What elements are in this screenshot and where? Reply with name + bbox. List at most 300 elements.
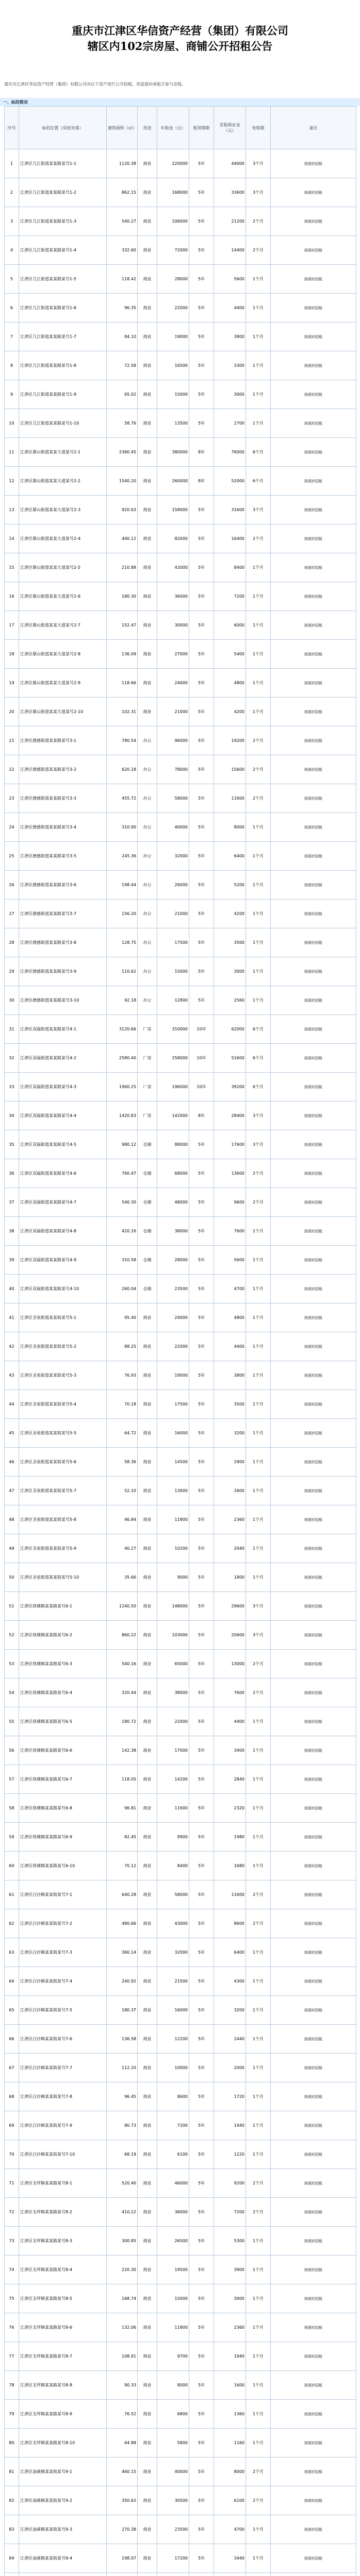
table-row xyxy=(5,1650,356,1679)
row-use: 商业 xyxy=(138,1419,157,1448)
row-deposit: 6100 xyxy=(214,2486,246,2515)
row-location: 江津区双福街道某某路某号4-3 xyxy=(19,1073,107,1101)
row-free-period: 1个月 xyxy=(246,2284,271,2313)
row-term: 5年 xyxy=(189,1188,214,1217)
row-term: 5年 xyxy=(189,640,214,669)
row-term: 5年 xyxy=(189,1736,214,1765)
row-free-period: 2个月 xyxy=(246,2486,271,2515)
row-use: 商业 xyxy=(138,611,157,640)
row-number: 38 xyxy=(5,1217,19,1246)
row-number: 1 xyxy=(5,149,19,178)
row-note: 按现状招租 xyxy=(271,1015,356,1044)
row-rent: 19000 xyxy=(157,323,189,351)
row-note: 按现状招租 xyxy=(271,1938,356,1967)
table-row xyxy=(5,351,356,380)
table-row xyxy=(5,842,356,871)
row-term: 5年 xyxy=(189,1794,214,1823)
row-rent: 38000 xyxy=(157,1679,189,1707)
row-free-period: 1个月 xyxy=(246,2342,271,2371)
row-note: 按现状招租 xyxy=(271,871,356,900)
row-free-period: 2个月 xyxy=(246,236,271,265)
row-free-period: 1个月 xyxy=(246,1419,271,1448)
row-free-period: 1个月 xyxy=(246,1217,271,1246)
row-free-period: 1个月 xyxy=(246,2515,271,2544)
row-note: 按现状招租 xyxy=(271,1765,356,1794)
row-location: 江津区白沙镇某某街某号7-10 xyxy=(19,2140,107,2169)
row-term: 5年 xyxy=(189,2371,214,2400)
row-area: 332.60 xyxy=(107,236,138,265)
row-number: 9 xyxy=(5,380,19,409)
row-term: 5年 xyxy=(189,149,214,178)
table-row xyxy=(5,900,356,928)
row-number: 48 xyxy=(5,1505,19,1534)
row-free-period: 1个月 xyxy=(246,669,271,698)
row-number: 47 xyxy=(5,1477,19,1505)
row-area: 118.66 xyxy=(107,669,138,698)
row-term: 5年 xyxy=(189,1650,214,1679)
row-area: 2360.45 xyxy=(107,438,138,467)
row-location: 江津区珞璜镇某某路某号6-6 xyxy=(19,1736,107,1765)
row-use: 办公 xyxy=(138,900,157,928)
row-location: 江津区双福街道某某路某号4-2 xyxy=(19,1044,107,1073)
row-area: 300.85 xyxy=(107,2227,138,2256)
row-location: 江津区鼎山街道某某大道某号2-10 xyxy=(19,698,107,726)
row-deposit: 44000 xyxy=(214,149,246,178)
row-number: 81 xyxy=(5,2458,19,2486)
row-use: 商业 xyxy=(138,1679,157,1707)
row-note: 按现状招租 xyxy=(271,1996,356,2025)
row-free-period: 1个月 xyxy=(246,1303,271,1332)
row-deposit: 4200 xyxy=(214,698,246,726)
row-free-period: 1个月 xyxy=(246,323,271,351)
row-free-period: 6个月 xyxy=(246,1044,271,1073)
table-row xyxy=(5,524,356,553)
row-term: 5年 xyxy=(189,1130,214,1159)
table-row xyxy=(5,726,356,755)
row-number: 74 xyxy=(5,2256,19,2284)
row-location: 江津区白沙镇某某街某号7-4 xyxy=(19,1967,107,1996)
row-free-period: 1个月 xyxy=(246,1246,271,1275)
row-term: 5年 xyxy=(189,323,214,351)
row-term: 5年 xyxy=(189,784,214,813)
row-area: 82.45 xyxy=(107,1823,138,1852)
row-free-period: 1个月 xyxy=(246,2227,271,2256)
row-rent: 19000 xyxy=(157,1361,189,1390)
row-note: 按现状招租 xyxy=(271,1217,356,1246)
table-row xyxy=(5,2458,356,2486)
row-use: 商业 xyxy=(138,1332,157,1361)
row-rent: 65000 xyxy=(157,1650,189,1679)
row-term: 5年 xyxy=(189,1880,214,1909)
row-note: 按现状招租 xyxy=(271,524,356,553)
table-row xyxy=(5,986,356,1015)
table-row xyxy=(5,1938,356,1967)
row-term: 5年 xyxy=(189,726,214,755)
column-header: 标的位置（房屋坐落） xyxy=(19,107,107,149)
row-rent: 16000 xyxy=(157,1996,189,2025)
title-block xyxy=(0,0,360,77)
row-term: 8年 xyxy=(189,467,214,496)
row-area: 96.45 xyxy=(107,2082,138,2111)
row-term: 5年 xyxy=(189,1332,214,1361)
row-deposit: 2360 xyxy=(214,1505,246,1534)
row-note: 按现状招租 xyxy=(271,1159,356,1188)
row-deposit: 4200 xyxy=(214,900,246,928)
row-note: 按现状招租 xyxy=(271,1419,356,1448)
row-area: 1120.38 xyxy=(107,149,138,178)
row-rent: 30000 xyxy=(157,611,189,640)
row-rent: 26500 xyxy=(157,2227,189,2256)
row-term xyxy=(189,2573,214,2576)
table-row xyxy=(5,467,356,496)
table-row xyxy=(5,1073,356,1101)
row-area: 58.76 xyxy=(107,409,138,438)
row-number: 65 xyxy=(5,1996,19,2025)
row-area: 108.91 xyxy=(107,2342,138,2371)
row-area: 440.12 xyxy=(107,524,138,553)
row-use: 仓储 xyxy=(138,1217,157,1246)
row-use: 商业 xyxy=(138,1477,157,1505)
row-rent: 8600 xyxy=(157,2082,189,2111)
row-use xyxy=(138,2573,157,2576)
row-rent: 96000 xyxy=(157,726,189,755)
row-location xyxy=(19,2573,107,2576)
row-use: 商业 xyxy=(138,640,157,669)
row-note: 按现状招租 xyxy=(271,496,356,524)
row-use: 仓储 xyxy=(138,1159,157,1188)
row-number: 7 xyxy=(5,323,19,351)
row-free-period: 1个月 xyxy=(246,813,271,842)
table-row xyxy=(5,2256,356,2284)
row-term: 5年 xyxy=(189,2256,214,2284)
row-location: 江津区圣泉街道某某街某号5-7 xyxy=(19,1477,107,1505)
row-note: 按现状招租 xyxy=(271,755,356,784)
row-free-period: 2个月 xyxy=(246,755,271,784)
row-free-period: 1个月 xyxy=(246,957,271,986)
row-number: 42 xyxy=(5,1332,19,1361)
row-area: 80.73 xyxy=(107,2111,138,2140)
row-number: 32 xyxy=(5,1044,19,1073)
row-area: 455.72 xyxy=(107,784,138,813)
row-number: 35 xyxy=(5,1130,19,1159)
row-deposit: 3000 xyxy=(214,380,246,409)
row-deposit: 76000 xyxy=(214,438,246,467)
row-term: 5年 xyxy=(189,553,214,582)
row-number: 43 xyxy=(5,1361,19,1390)
row-note: 按现状招租 xyxy=(271,2169,356,2198)
row-free-period: 1个月 xyxy=(246,582,271,611)
row-note: 按现状招租 xyxy=(271,2054,356,2082)
row-term: 5年 xyxy=(189,265,214,294)
row-number: 25 xyxy=(5,842,19,871)
row-note: 按现状招租 xyxy=(271,1852,356,1880)
row-rent: 23500 xyxy=(157,1275,189,1303)
section-a-header: 一、标的简况 xyxy=(0,98,360,106)
row-location: 江津区几江街道某某路某号1-6 xyxy=(19,294,107,323)
row-location: 江津区德感街道某某路某号3-2 xyxy=(19,755,107,784)
row-use: 商业 xyxy=(138,1794,157,1823)
row-rent: 148000 xyxy=(157,1592,189,1621)
row-area xyxy=(107,2573,138,2576)
row-use: 办公 xyxy=(138,842,157,871)
table-row xyxy=(5,871,356,900)
row-deposit: 8600 xyxy=(214,1909,246,1938)
table-row xyxy=(5,2515,356,2544)
row-note: 按现状招租 xyxy=(271,726,356,755)
table-row xyxy=(5,928,356,957)
row-area: 110.62 xyxy=(107,957,138,986)
row-deposit: 4800 xyxy=(214,669,246,698)
table-row xyxy=(5,2169,356,2198)
row-use: 办公 xyxy=(138,928,157,957)
row-term: 5年 xyxy=(189,1217,214,1246)
row-free-period: 1个月 xyxy=(246,409,271,438)
row-location: 江津区鼎山街道某某大道某号2-3 xyxy=(19,496,107,524)
row-deposit: 15600 xyxy=(214,755,246,784)
row-number: 55 xyxy=(5,1707,19,1736)
row-number: 4 xyxy=(5,236,19,265)
row-note: 按现状招租 xyxy=(271,2256,356,2284)
row-deposit: 1360 xyxy=(214,2400,246,2429)
table-row xyxy=(5,178,356,207)
row-rent: 14200 xyxy=(157,1765,189,1794)
row-free-period: 1个月 xyxy=(246,1707,271,1736)
row-number: 27 xyxy=(5,900,19,928)
row-use: 商业 xyxy=(138,2111,157,2140)
row-location: 江津区几江街道某某路某号1-7 xyxy=(19,323,107,351)
row-free-period: 1个月 xyxy=(246,842,271,871)
row-number: 24 xyxy=(5,813,19,842)
row-use: 商业 xyxy=(138,2400,157,2429)
row-location: 江津区双福街道某某路某号4-8 xyxy=(19,1217,107,1246)
row-free-period: 2个月 xyxy=(246,1159,271,1188)
row-area: 180.37 xyxy=(107,1996,138,2025)
row-use: 商业 xyxy=(138,351,157,380)
row-note: 按现状招租 xyxy=(271,813,356,842)
row-location: 江津区几江街道某某路某号1-9 xyxy=(19,380,107,409)
table-row xyxy=(5,1101,356,1130)
row-location: 江津区双福街道某某路某号4-5 xyxy=(19,1130,107,1159)
row-note: 按现状招租 xyxy=(271,2313,356,2342)
row-rent: 58000 xyxy=(157,1880,189,1909)
row-rent: 310000 xyxy=(157,1015,189,1044)
row-rent: 17200 xyxy=(157,2544,189,2573)
table-row xyxy=(5,207,356,236)
row-number: 53 xyxy=(5,1650,19,1679)
row-note: 按现状招租 xyxy=(271,380,356,409)
row-deposit: 3000 xyxy=(214,957,246,986)
row-area: 310.58 xyxy=(107,1246,138,1275)
row-term: 5年 xyxy=(189,986,214,1015)
row-deposit: 16400 xyxy=(214,524,246,553)
row-number: 56 xyxy=(5,1736,19,1765)
row-term: 5年 xyxy=(189,957,214,986)
row-rent: 32000 xyxy=(157,842,189,871)
row-area: 520.40 xyxy=(107,2169,138,2198)
table-row xyxy=(5,582,356,611)
row-rent: 27000 xyxy=(157,640,189,669)
row-rent: 21500 xyxy=(157,1967,189,1996)
row-note: 按现状招租 xyxy=(271,582,356,611)
row-term: 5年 xyxy=(189,755,214,784)
row-deposit: 2560 xyxy=(214,986,246,1015)
table-row xyxy=(5,2573,356,2576)
row-term: 5年 xyxy=(189,2111,214,2140)
row-term: 5年 xyxy=(189,380,214,409)
table-row xyxy=(5,2111,356,2140)
row-number: 51 xyxy=(5,1592,19,1621)
row-note: 按现状招租 xyxy=(271,698,356,726)
row-term: 5年 xyxy=(189,2054,214,2082)
table-row xyxy=(5,1736,356,1765)
row-use: 商业 xyxy=(138,1448,157,1477)
row-location: 江津区几江街道某某路某号1-2 xyxy=(19,178,107,207)
row-deposit xyxy=(214,2573,246,2576)
row-note: 按现状招租 xyxy=(271,149,356,178)
row-rent: 9700 xyxy=(157,2342,189,2371)
row-free-period: 6个月 xyxy=(246,1073,271,1101)
row-note: 按现状招租 xyxy=(271,784,356,813)
row-note: 按现状招租 xyxy=(271,1534,356,1563)
row-deposit: 13000 xyxy=(214,1650,246,1679)
row-deposit: 5400 xyxy=(214,640,246,669)
row-note: 按现状招租 xyxy=(271,1621,356,1650)
row-rent: 9900 xyxy=(157,1823,189,1852)
row-area: 180.72 xyxy=(107,1707,138,1736)
row-free-period: 6个月 xyxy=(246,1015,271,1044)
table-row xyxy=(5,2054,356,2082)
row-location: 江津区德感街道某某路某号3-4 xyxy=(19,813,107,842)
row-use: 商业 xyxy=(138,2515,157,2544)
row-area: 270.38 xyxy=(107,2515,138,2544)
row-area: 112.20 xyxy=(107,2054,138,2082)
row-free-period: 1个月 xyxy=(246,553,271,582)
row-free-period: 1个月 xyxy=(246,871,271,900)
row-rent: 10000 xyxy=(157,2054,189,2082)
row-number: 66 xyxy=(5,2025,19,2054)
row-use: 商业 xyxy=(138,1967,157,1996)
row-use: 商业 xyxy=(138,467,157,496)
row-area: 220.30 xyxy=(107,2256,138,2284)
row-note: 按现状招租 xyxy=(271,1505,356,1534)
row-area: 102.31 xyxy=(107,698,138,726)
row-note: 按现状招租 xyxy=(271,1563,356,1592)
row-note: 按现状招租 xyxy=(271,323,356,351)
row-use: 商业 xyxy=(138,1765,157,1794)
row-use: 商业 xyxy=(138,2198,157,2227)
row-note: 按现状招租 xyxy=(271,1332,356,1361)
row-term: 5年 xyxy=(189,1246,214,1275)
row-location: 江津区油溪镇某某街某号9-1 xyxy=(19,2458,107,2486)
row-area: 84.10 xyxy=(107,323,138,351)
row-number: 45 xyxy=(5,1419,19,1448)
row-number: 21 xyxy=(5,726,19,755)
row-note: 按现状招租 xyxy=(271,2400,356,2429)
row-rent: 42000 xyxy=(157,553,189,582)
row-note: 按现状招租 xyxy=(271,2284,356,2313)
table-row xyxy=(5,1765,356,1794)
row-deposit: 4400 xyxy=(214,294,246,323)
row-area: 640.28 xyxy=(107,1880,138,1909)
row-number: 34 xyxy=(5,1101,19,1130)
row-note: 按现状招租 xyxy=(271,1477,356,1505)
table-row xyxy=(5,2284,356,2313)
column-header: 建筑面积（㎡） xyxy=(107,107,138,149)
row-rent: 5800 xyxy=(157,2429,189,2458)
row-number: 69 xyxy=(5,2111,19,2140)
row-number: 50 xyxy=(5,1563,19,1592)
row-area: 132.06 xyxy=(107,2313,138,2342)
row-term: 5年 xyxy=(189,1996,214,2025)
row-rent: 12200 xyxy=(157,2025,189,2054)
row-free-period: 1个月 xyxy=(246,2313,271,2342)
row-term: 5年 xyxy=(189,842,214,871)
row-free-period: 1个月 xyxy=(246,2400,271,2429)
row-term: 5年 xyxy=(189,1505,214,1534)
row-location: 江津区几江街道某某路某号1-10 xyxy=(19,409,107,438)
row-number: 76 xyxy=(5,2313,19,2342)
row-area: 860.22 xyxy=(107,1621,138,1650)
row-term: 5年 xyxy=(189,2169,214,2198)
row-area: 920.63 xyxy=(107,496,138,524)
row-note: 按现状招租 xyxy=(271,1275,356,1303)
row-term: 5年 xyxy=(189,1361,214,1390)
row-rent: 36000 xyxy=(157,582,189,611)
row-term: 10年 xyxy=(189,1015,214,1044)
row-area: 142.38 xyxy=(107,1736,138,1765)
row-free-period: 3个月 xyxy=(246,178,271,207)
row-term: 5年 xyxy=(189,236,214,265)
row-number: 67 xyxy=(5,2054,19,2082)
row-rent: 11600 xyxy=(157,1794,189,1823)
row-note: 按现状招租 xyxy=(271,842,356,871)
row-use: 商业 xyxy=(138,2025,157,2054)
row-location: 江津区圣泉街道某某街某号5-5 xyxy=(19,1419,107,1448)
row-area: 980.12 xyxy=(107,1130,138,1159)
row-rent: 17500 xyxy=(157,928,189,957)
row-use: 商业 xyxy=(138,1505,157,1534)
row-rent: 15000 xyxy=(157,957,189,986)
row-deposit: 2440 xyxy=(214,2025,246,2054)
row-deposit: 7200 xyxy=(214,582,246,611)
row-free-period: 1个月 xyxy=(246,928,271,957)
row-note xyxy=(271,2573,356,2576)
column-header: 免租期 xyxy=(246,107,271,149)
row-use: 商业 xyxy=(138,323,157,351)
row-area: 46.84 xyxy=(107,1505,138,1534)
row-note: 按现状招租 xyxy=(271,1101,356,1130)
row-deposit: 33600 xyxy=(214,178,246,207)
table-row xyxy=(5,2313,356,2342)
row-use: 商业 xyxy=(138,698,157,726)
row-deposit: 20600 xyxy=(214,1621,246,1650)
row-location: 江津区几江街道某某路某号1-5 xyxy=(19,265,107,294)
row-number: 60 xyxy=(5,1852,19,1880)
row-number: 6 xyxy=(5,294,19,323)
row-area: 68.19 xyxy=(107,2140,138,2169)
row-deposit: 7200 xyxy=(214,2198,246,2227)
row-number: 83 xyxy=(5,2515,19,2544)
row-number: 72 xyxy=(5,2198,19,2227)
row-location: 江津区珞璜镇某某路某号6-1 xyxy=(19,1592,107,1621)
table-row xyxy=(5,1015,356,1044)
row-rent: 38000 xyxy=(157,1217,189,1246)
row-term: 5年 xyxy=(189,1765,214,1794)
row-area: 70.12 xyxy=(107,1852,138,1880)
row-use: 商业 xyxy=(138,1563,157,1592)
row-note: 按现状招租 xyxy=(271,1650,356,1679)
row-number: 18 xyxy=(5,640,19,669)
